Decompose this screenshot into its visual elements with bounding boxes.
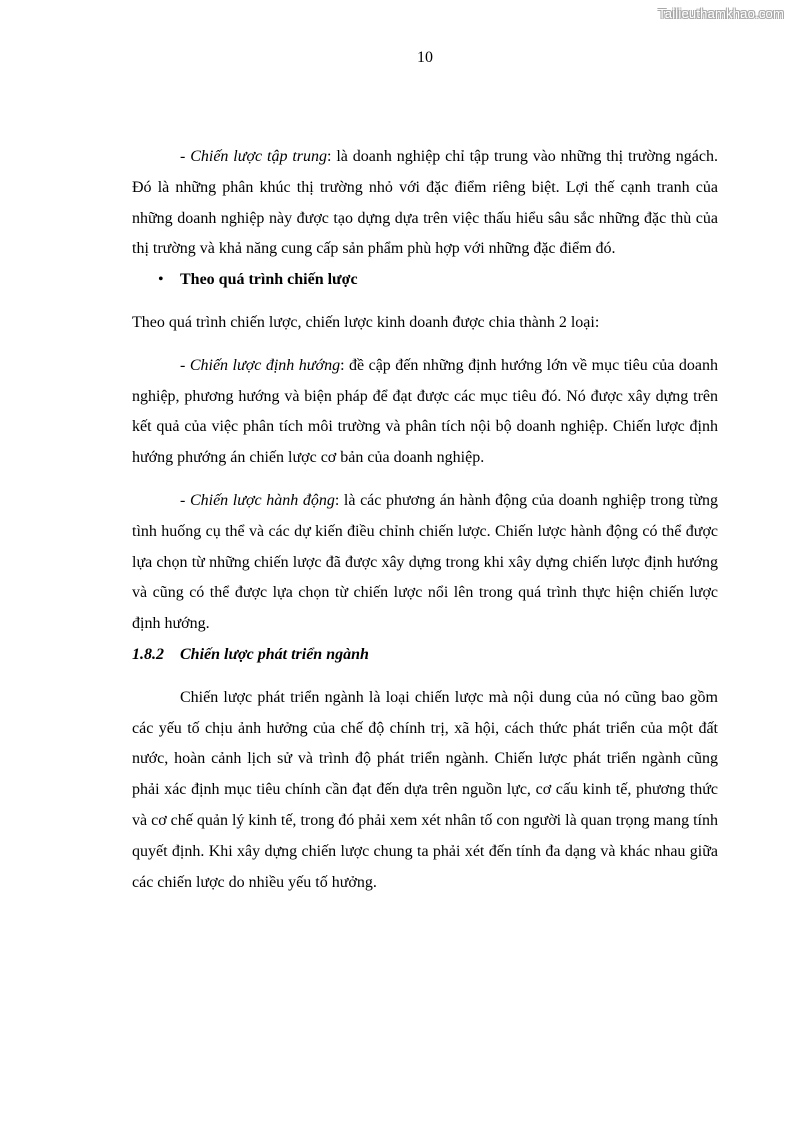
document-body — [132, 142, 718, 898]
paragraph-industry-strategy: Chiến lược phát triển ngành là loại chiến lược mà nội dung của nó cũng bao gồm các yếu tố chịu ảnh hưởng của chế độ chính trị, xã hội, cách thức phát triển của một đất nước, hoàn cảnh lịch sử và trình độ phát triển ngành. Chiến lược phát triển ngành cũng phải xác định mục tiêu chính cần đạt đến dựa trên nguồn lực, cơ cấu kinh tế, phương thức và cơ chế quản lý kinh tế, trong đó phải xem xét nhân tố con người là quan trọng mang tính quyết định. Khi xây dựng chiến lược chung ta phải xét đến tính đa dạng và khác nhau giữa các chiến lược do nhiều yếu tố hưởng. — [132, 688, 718, 891]
paragraph-text: : là doanh nghiệp chỉ tập trung vào những thị trường ngách. Đó là những phân khúc thị trường nhỏ với đặc điểm riêng biệt. Lợi thế cạnh tranh của những doanh nghiệp này được tạo dựng dựa trên việc thấu hiểu sâu sắc những đặc thù của thị trường và khả năng cung cấp sản phẩm phù hợp với những đặc điểm đó. — [132, 148, 719, 258]
watermark-text: Tailieuthamkhao.com — [658, 6, 784, 21]
section-number: 1.8.2 — [132, 645, 164, 663]
paragraph-text: : đề cập đến những định hướng lớn về mục tiêu của doanh nghiệp, phương hướng và biện pháp để đạt được các mục tiêu đó. Nó được xây dựng trên kết quả của việc phân tích môi trường và phân tích nội bộ doanh nghiệp. Chiến lược định hướng phướng án chiến lược cơ bản của doanh nghiệp. — [132, 356, 718, 467]
bullet-heading: Theo quá trình chiến lược — [180, 271, 358, 289]
paragraph-focus-strategy — [132, 142, 718, 265]
paragraph-directional-strategy — [132, 351, 718, 474]
term-action-strategy: - Chiến lược hành động — [180, 491, 335, 509]
bullet-item — [132, 265, 718, 296]
term-focus-strategy: - Chiến lược tập trung — [180, 148, 328, 165]
paragraph-action-strategy — [132, 486, 718, 640]
paragraph-text: : là các phương án hành động của doanh nghiệp trong từng tình huống cụ thể và các dự kiến điều chỉnh chiến lược. Chiến lược hành động có thể được lựa chọn từ những chiến lược đã được xây dựng trong khi xây dựng chiến lược định hướng và cũng có thể được lựa chọn từ chiến lược nổi lên trong quá trình thực hiện chiến lược định hướng. — [132, 491, 719, 633]
term-directional-strategy: - Chiến lược định hướng — [180, 356, 341, 374]
bullet-icon: • — [158, 271, 164, 289]
page-number: 10 — [417, 49, 433, 66]
section-title: Chiến lược phát triển ngành — [180, 645, 369, 663]
paragraph-intro: Theo quá trình chiến lược, chiến lược kinh doanh được chia thành 2 loại: — [132, 313, 600, 331]
section-heading — [132, 640, 718, 671]
